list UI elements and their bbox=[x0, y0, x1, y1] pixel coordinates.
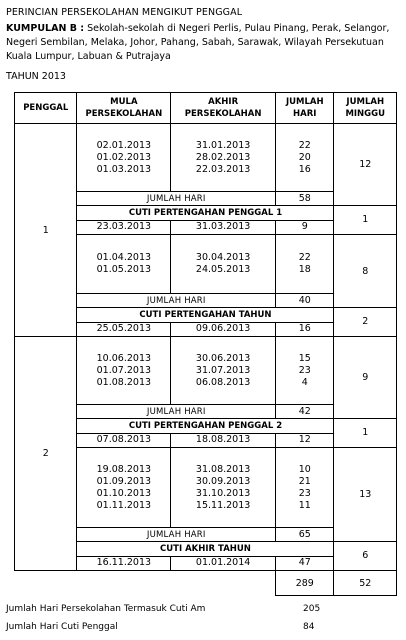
cuti-mula: 16.11.2013 bbox=[77, 556, 171, 571]
hari-cell bbox=[276, 337, 334, 405]
akhir-date: 30.04.2013 bbox=[195, 252, 251, 263]
akhir-date: 06.08.2013 bbox=[195, 376, 251, 388]
cuti-mula: 23.03.2013 bbox=[77, 220, 171, 235]
header-penggal: PENGGAL bbox=[15, 93, 77, 124]
minggu-cell: 8 bbox=[334, 235, 397, 308]
mula-date: 02.01.2013 bbox=[96, 139, 152, 151]
year-label: TAHUN 2013 bbox=[6, 71, 66, 82]
hari-value: 16 bbox=[298, 163, 311, 175]
cuti-label: CUTI PERTENGAHAN PENGGAL 2 bbox=[77, 419, 334, 434]
group-description bbox=[6, 22, 398, 64]
table-row bbox=[15, 337, 397, 405]
hari-value: 11 bbox=[298, 499, 311, 511]
cuti-hari: 47 bbox=[276, 556, 334, 571]
hari-cell bbox=[276, 448, 334, 528]
cuti-minggu: 2 bbox=[334, 308, 397, 337]
minggu-cell: 12 bbox=[334, 124, 397, 206]
hari-value: 21 bbox=[298, 475, 311, 487]
mula-date: 10.06.2013 bbox=[96, 352, 152, 364]
total-value: 65 bbox=[276, 528, 334, 542]
akhir-date: 24.05.2013 bbox=[195, 264, 251, 275]
mula-cell bbox=[77, 448, 171, 528]
total-value: 40 bbox=[276, 294, 334, 308]
table-row bbox=[15, 124, 397, 192]
hari-value: 18 bbox=[298, 264, 311, 275]
cuti-hari: 12 bbox=[276, 433, 334, 448]
header-jumlah-minggu: JUMLAH MINGGU bbox=[334, 93, 397, 124]
cuti-mula: 25.05.2013 bbox=[77, 322, 171, 337]
mula-cell bbox=[77, 337, 171, 405]
mula-date: 01.11.2013 bbox=[96, 499, 152, 511]
mula-cell bbox=[77, 235, 171, 294]
total-label: JUMLAH HARI bbox=[77, 192, 276, 206]
akhir-cell bbox=[171, 235, 276, 294]
mula-date: 01.10.2013 bbox=[96, 487, 152, 499]
hari-value: 20 bbox=[298, 151, 311, 163]
hari-value: 4 bbox=[301, 376, 308, 388]
akhir-cell bbox=[171, 337, 276, 405]
akhir-date: 31.01.2013 bbox=[195, 139, 251, 151]
hari-cell bbox=[276, 235, 334, 294]
akhir-date: 22.03.2013 bbox=[195, 163, 251, 175]
mula-date: 01.09.2013 bbox=[96, 475, 152, 487]
hari-value: 22 bbox=[298, 252, 311, 263]
cuti-mula: 07.08.2013 bbox=[77, 433, 171, 448]
footer-label-1: Jumlah Hari Persekolahan Termasuk Cuti Am bbox=[6, 604, 206, 614]
hari-value: 23 bbox=[298, 364, 311, 376]
header-akhir: AKHIR PERSEKOLAHAN bbox=[171, 93, 276, 124]
akhir-date: 31.07.2013 bbox=[195, 364, 251, 376]
mula-date: 01.04.2013 bbox=[96, 252, 152, 263]
table-header-row bbox=[15, 93, 397, 124]
total-label: JUMLAH HARI bbox=[77, 405, 276, 419]
cuti-label: CUTI PERTENGAHAN TAHUN bbox=[77, 308, 334, 323]
footer-label-2: Jumlah Hari Cuti Penggal bbox=[6, 622, 118, 632]
hari-value: 10 bbox=[298, 463, 311, 475]
footer-value-1: 205 bbox=[303, 604, 321, 614]
mula-date: 01.05.2013 bbox=[96, 264, 152, 275]
cuti-minggu: 1 bbox=[334, 419, 397, 448]
cuti-akhir: 09.06.2013 bbox=[171, 322, 276, 337]
cuti-akhir: 18.08.2013 bbox=[171, 433, 276, 448]
hari-cell bbox=[276, 124, 334, 192]
cuti-hari: 9 bbox=[276, 220, 334, 235]
akhir-date: 30.06.2013 bbox=[195, 352, 251, 364]
mula-date: 19.08.2013 bbox=[96, 463, 152, 475]
grand-total-minggu: 52 bbox=[334, 571, 397, 596]
total-label: JUMLAH HARI bbox=[77, 528, 276, 542]
schedule-table bbox=[14, 92, 397, 596]
hari-value: 15 bbox=[298, 352, 311, 364]
grand-total-spacer bbox=[15, 571, 276, 596]
header-mula: MULA PERSEKOLAHAN bbox=[77, 93, 171, 124]
cuti-label: CUTI PERTENGAHAN PENGGAL 1 bbox=[77, 206, 334, 221]
mula-date: 01.08.2013 bbox=[96, 376, 152, 388]
akhir-date: 31.10.2013 bbox=[195, 487, 251, 499]
akhir-date: 28.02.2013 bbox=[195, 151, 251, 163]
grand-total-row bbox=[15, 571, 397, 596]
mula-cell bbox=[77, 124, 171, 192]
cuti-akhir: 31.03.2013 bbox=[171, 220, 276, 235]
page-title: PERINCIAN PERSEKOLAHAN MENGIKUT PENGGAL bbox=[6, 7, 243, 18]
akhir-date: 30.09.2013 bbox=[195, 475, 251, 487]
cuti-label: CUTI AKHIR TAHUN bbox=[77, 542, 334, 557]
penggal-cell: 1 bbox=[15, 124, 77, 337]
hari-value: 23 bbox=[298, 487, 311, 499]
akhir-date: 31.08.2013 bbox=[195, 463, 251, 475]
cuti-minggu: 6 bbox=[334, 542, 397, 571]
grand-total-hari: 289 bbox=[276, 571, 334, 596]
cuti-hari: 16 bbox=[276, 322, 334, 337]
minggu-cell: 13 bbox=[334, 448, 397, 542]
cuti-minggu: 1 bbox=[334, 206, 397, 235]
header-jumlah-hari: JUMLAH HARI bbox=[276, 93, 334, 124]
total-label: JUMLAH HARI bbox=[77, 294, 276, 308]
cuti-akhir: 01.01.2014 bbox=[171, 556, 276, 571]
akhir-date: 15.11.2013 bbox=[195, 499, 251, 511]
hari-value: 22 bbox=[298, 139, 311, 151]
total-value: 42 bbox=[276, 405, 334, 419]
footer-value-2: 84 bbox=[303, 622, 315, 632]
akhir-cell bbox=[171, 448, 276, 528]
akhir-cell bbox=[171, 124, 276, 192]
penggal-cell: 2 bbox=[15, 337, 77, 571]
group-text: Sekolah-sekolah di Negeri Perlis, Pulau Pinang, Perak, Selangor, Negeri Sembilan, Melaka, Johor, Pahang, Sabah, Sarawak, Wilayah Persekutuan Kuala Lumpur, Labuan & Putrajaya bbox=[6, 23, 390, 62]
group-label: KUMPULAN B : bbox=[6, 23, 85, 34]
mula-date: 01.02.2013 bbox=[96, 151, 152, 163]
total-value: 58 bbox=[276, 192, 334, 206]
mula-date: 01.07.2013 bbox=[96, 364, 152, 376]
mula-date: 01.03.2013 bbox=[96, 163, 152, 175]
minggu-cell: 9 bbox=[334, 337, 397, 419]
